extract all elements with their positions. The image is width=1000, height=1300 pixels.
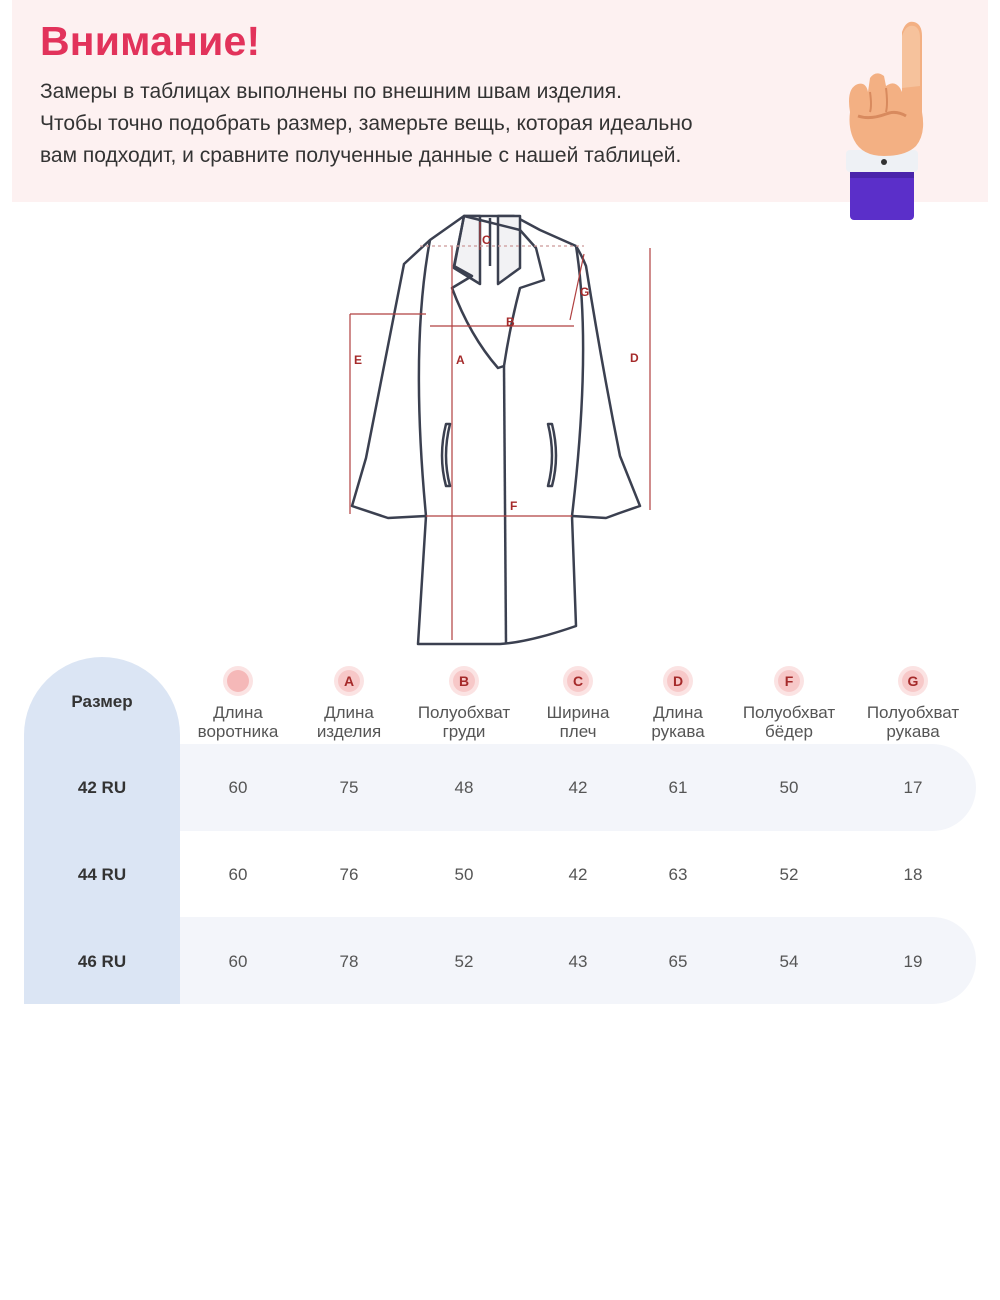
table-cell: 50: [454, 865, 474, 884]
table-cell: 75: [339, 778, 359, 797]
measure-label-g: G: [580, 285, 590, 299]
size-label: 44 RU: [77, 865, 127, 884]
measure-label-e: E: [354, 353, 363, 367]
table-cell: 60: [228, 952, 248, 971]
column-header-line: Полуобхват: [417, 703, 511, 722]
column-header-line: рукава: [651, 722, 705, 741]
column-badge: [774, 666, 804, 696]
column-badge-letter: F: [778, 670, 800, 692]
table-cell: 42: [568, 778, 588, 797]
table-cell: 54: [779, 952, 799, 971]
column-badge: [449, 666, 479, 696]
measure-label-f: F: [510, 499, 518, 513]
column-header: [399, 703, 529, 741]
measure-label-c: C: [482, 233, 491, 247]
column-header-line: воротника: [197, 722, 279, 741]
table-cell: 52: [779, 865, 799, 884]
table-cell: 52: [454, 952, 474, 971]
size-header: Размер: [71, 692, 133, 711]
notice-text-line: Замеры в таблицах выполнены по внешним швам изделия.: [40, 80, 622, 103]
size-label: 42 RU: [77, 778, 127, 797]
column-header-line: рукава: [886, 722, 940, 741]
table-cell: 63: [668, 865, 688, 884]
table-cell: 65: [668, 952, 688, 971]
column-badge-letter: A: [338, 670, 360, 692]
column-header-line: Полуобхват: [742, 703, 836, 722]
column-header-line: Длина: [653, 703, 703, 722]
notice-title: Внимание!: [40, 18, 261, 64]
measure-label-d: D: [630, 351, 639, 365]
column-header-line: Ширина: [546, 703, 610, 722]
measure-label-a: A: [456, 353, 465, 367]
table-cell: 60: [228, 778, 248, 797]
column-header: [284, 703, 414, 741]
column-badge-letter: B: [453, 670, 475, 692]
table-cell: 60: [228, 865, 248, 884]
table-cell: 61: [668, 778, 688, 797]
table-cell: 76: [339, 865, 359, 884]
column-badge: [223, 666, 253, 696]
size-label: 46 RU: [77, 952, 127, 971]
column-header-line: плеч: [559, 722, 597, 741]
column-header-line: груди: [442, 722, 486, 741]
column-header-line: Полуобхват: [866, 703, 960, 722]
column-header-line: Длина: [213, 703, 263, 722]
notice-text-line: Чтобы точно подобрать размер, замерьте вещь, которая идеально: [40, 112, 693, 135]
notice-text-line: вам подходит, и сравните полученные данные с нашей таблицей.: [40, 144, 682, 167]
column-badge: [563, 666, 593, 696]
table-cell: 50: [779, 778, 799, 797]
table-cell: 18: [903, 865, 923, 884]
table-cell: 42: [568, 865, 588, 884]
column-badge-letter: D: [667, 670, 689, 692]
measure-label-b: B: [506, 315, 515, 329]
table-cell: 78: [339, 952, 359, 971]
column-header: [848, 703, 978, 741]
column-header-line: изделия: [316, 722, 382, 741]
column-badge: [898, 666, 928, 696]
table-cell: 48: [454, 778, 474, 797]
table-cell: 43: [568, 952, 588, 971]
column-header-line: Длина: [324, 703, 374, 722]
column-badge: [334, 666, 364, 696]
table-cell: 19: [903, 952, 923, 971]
column-badge-letter: C: [567, 670, 589, 692]
column-badge-letter: [227, 670, 249, 692]
coat-measurement-diagram: [330, 206, 670, 652]
pointing-hand-icon: [836, 16, 946, 222]
column-header-line: бёдер: [764, 722, 814, 741]
column-badge: [663, 666, 693, 696]
column-badge-letter: G: [902, 670, 924, 692]
column-header: [724, 703, 854, 741]
table-cell: 17: [903, 778, 923, 797]
